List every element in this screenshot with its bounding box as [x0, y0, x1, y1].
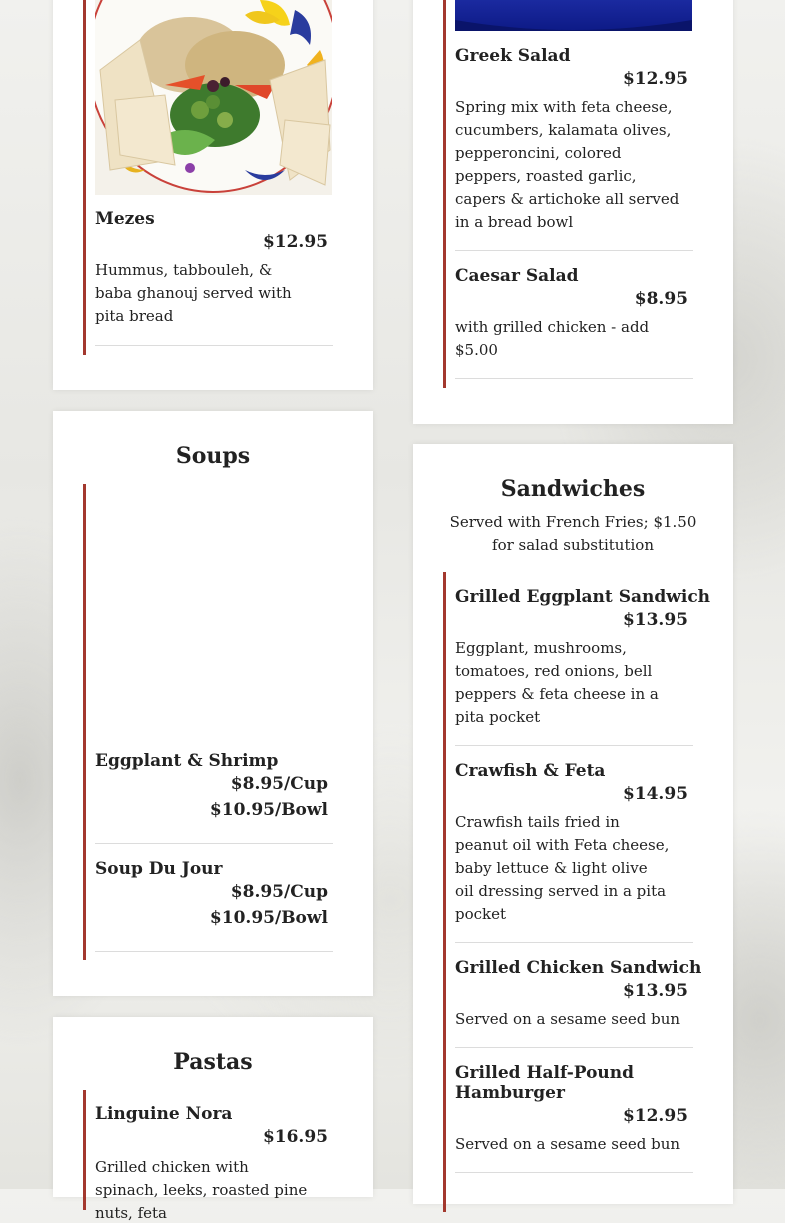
section-title-sandwiches: Sandwiches: [500, 476, 646, 502]
menu-item-soup-du-jour: [95, 858, 333, 952]
appetizers-card: [53, 0, 373, 390]
item-description: with grilled chicken - add $5.00: [455, 318, 650, 359]
item-name: Grilled Eggplant Sandwich: [455, 587, 711, 607]
mezes-plate-image: [95, 0, 332, 195]
item-price-cup: $8.95/Cup: [230, 882, 328, 902]
item-name: Greek Salad: [455, 46, 571, 66]
salad-bowl-image: [455, 0, 692, 31]
item-name: Grilled Chicken Sandwich: [455, 958, 702, 978]
pastas-card: [53, 1017, 373, 1222]
item-price: $12.95: [622, 1106, 688, 1126]
item-description: Eggplant, mushrooms, tomatoes, red onions, bell peppers & feta cheese in a pita pocket: [455, 639, 659, 726]
item-price: $12.95: [622, 69, 688, 89]
menu-item-eggplant-shrimp: [95, 750, 333, 844]
item-price: $13.95: [622, 610, 688, 630]
soups-list: [83, 484, 336, 960]
item-price: $16.95: [262, 1127, 328, 1147]
pastas-list: [83, 1090, 336, 1222]
menu-item-crawfish-feta: [455, 760, 693, 943]
mezes-photo: [95, 0, 332, 195]
item-price: $12.95: [262, 232, 328, 252]
sandwiches-card: [413, 444, 733, 1204]
menu-item-grilled-eggplant-sandwich: [455, 586, 711, 746]
item-description: Crawfish tails fried in peanut oil with Feta cheese, baby lettuce & light olive oil dressing served in a pita pocket: [455, 813, 670, 923]
soup-photo-placeholder: [95, 484, 332, 739]
item-name: Eggplant & Shrimp: [95, 751, 279, 771]
appetizers-list: [83, 0, 336, 355]
item-price-bowl: $10.95/Bowl: [209, 800, 328, 820]
greek-salad-photo: [455, 0, 692, 31]
menu-item-grilled-chicken-sandwich: [455, 957, 702, 1048]
sandwiches-list: [443, 572, 711, 1212]
menu-item-mezes: [95, 208, 333, 346]
salads-list: [443, 0, 696, 388]
item-price: $14.95: [622, 784, 688, 804]
item-name: Soup Du Jour: [95, 859, 223, 879]
item-name: Grilled Half-Pound Hamburger: [455, 1063, 635, 1103]
menu-item-greek-salad: [455, 45, 693, 251]
item-description: Grilled chicken with spinach, leeks, roasted pine nuts, feta: [95, 1158, 308, 1222]
item-description: Spring mix with feta cheese, cucumbers, kalamata olives, pepperoncini, colored peppers, roasted garlic, capers & artichoke all served in a bread bowl: [455, 98, 680, 231]
salads-card: [413, 0, 733, 424]
item-price-bowl: $10.95/Bowl: [209, 908, 328, 928]
item-price-cup: $8.95/Cup: [230, 774, 328, 794]
section-title-pastas: Pastas: [173, 1049, 253, 1075]
item-name: Linguine Nora: [95, 1104, 233, 1124]
menu-item-linguine-nora: [95, 1103, 333, 1223]
menu-item-caesar-salad: [455, 265, 693, 379]
item-description: Hummus, tabbouleh, & baba ghanouj served with pita bread: [95, 261, 292, 325]
item-name: Mezes: [95, 209, 155, 229]
item-name: Crawfish & Feta: [455, 761, 606, 781]
item-description: Served on a sesame seed bun: [455, 1135, 681, 1153]
item-name: Caesar Salad: [455, 266, 579, 286]
section-subtitle: Served with French Fries; $1.50 for salad substitution: [449, 513, 697, 554]
soups-card: [53, 411, 373, 996]
item-price: $8.95: [634, 289, 688, 309]
section-title-soups: Soups: [175, 443, 251, 469]
item-description: Served on a sesame seed bun: [455, 1010, 681, 1028]
item-price: $13.95: [622, 981, 688, 1001]
menu-item-grilled-half-pound-hamburger: [455, 1062, 693, 1173]
